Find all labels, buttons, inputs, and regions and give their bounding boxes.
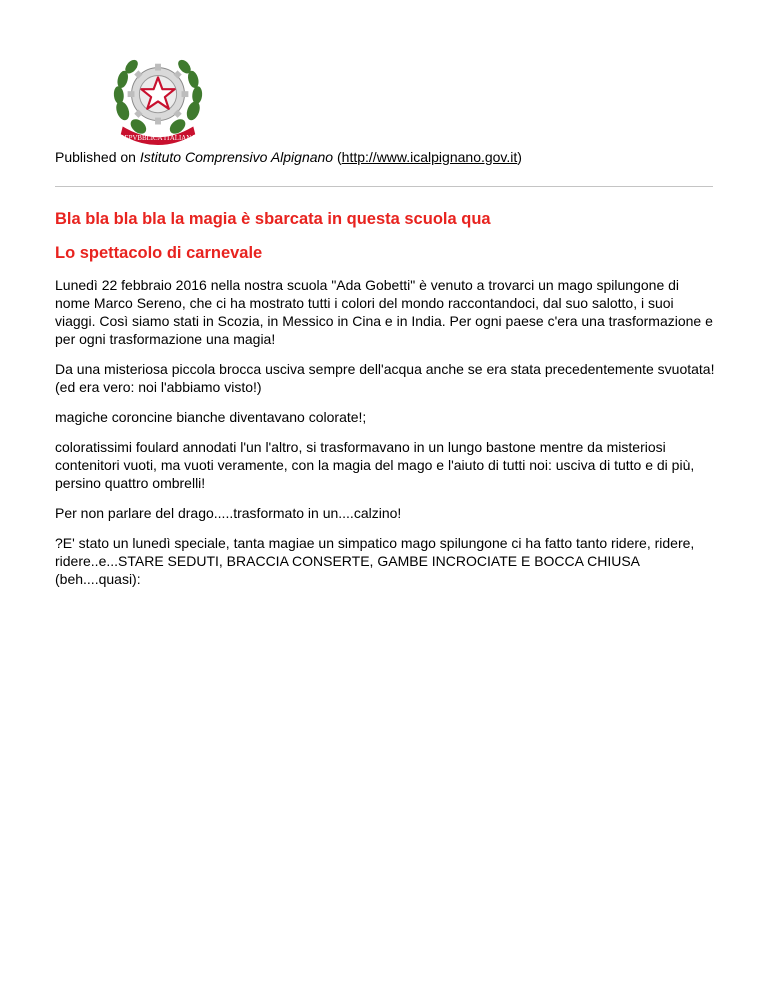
paragraph: Da una misteriosa piccola brocca usciva sempre dell'acqua anche se era stata precedentemente svuotata! (ed era vero: noi l'abbiamo visto!)	[55, 361, 715, 395]
article-subtitle: Lo spettacolo di carnevale	[55, 244, 263, 262]
paragraph: Lunedì 22 febbraio 2016 nella nostra scuola "Ada Gobetti" è venuto a trovarci un mago spilungone di nome Marco Sereno, che ci ha mostrato tutti i colori del mondo raccontandoci, dal suo salotto, i suoi viaggi. Così siamo stati in Scozia, in Messico in Cina e in India. Per ogni paese c'era una trasformazione e per ogni trasformazione una magia!	[55, 277, 713, 347]
published-on-line	[55, 148, 715, 166]
emblem-ribbon-text: REPVBBLICA ITALIANA	[119, 135, 197, 143]
paren-open: (	[333, 149, 342, 165]
header-divider	[55, 186, 713, 187]
published-prefix: Published on	[55, 149, 140, 165]
paragraph: Per non parlare del drago.....trasformato in un....calzino!	[55, 505, 402, 521]
italian-republic-emblem-icon	[109, 50, 207, 148]
paren-close: )	[517, 149, 522, 165]
site-name: Istituto Comprensivo Alpignano	[139, 149, 334, 165]
paragraph: magiche coroncine bianche diventavano colorate!;	[55, 409, 367, 425]
paragraph: coloratissimi foulard annodati l'un l'altro, si trasformavano in un lungo bastone mentre da misteriosi contenitori vuoti, ma vuoti veramente, con la magia del mago e l'aiuto di tutti noi: usciva di tutto e di più, persino quattro ombrelli!	[55, 439, 695, 491]
article-body	[55, 276, 715, 600]
paragraph: ?E' stato un lunedì speciale, tanta magiae un simpatico mago spilungone ci ha fatto tanto ridere, ridere, ridere..e...STARE SEDUTI, BRACCIA CONSERTE, GAMBE INCROCIATE E BOCCA CHIUSA (beh....quasi):	[55, 535, 695, 587]
article-title: Bla bla bla bla la magia è sbarcata in questa scuola qua	[55, 210, 491, 228]
site-url-link[interactable]: http://www.icalpignano.gov.it	[341, 149, 518, 165]
